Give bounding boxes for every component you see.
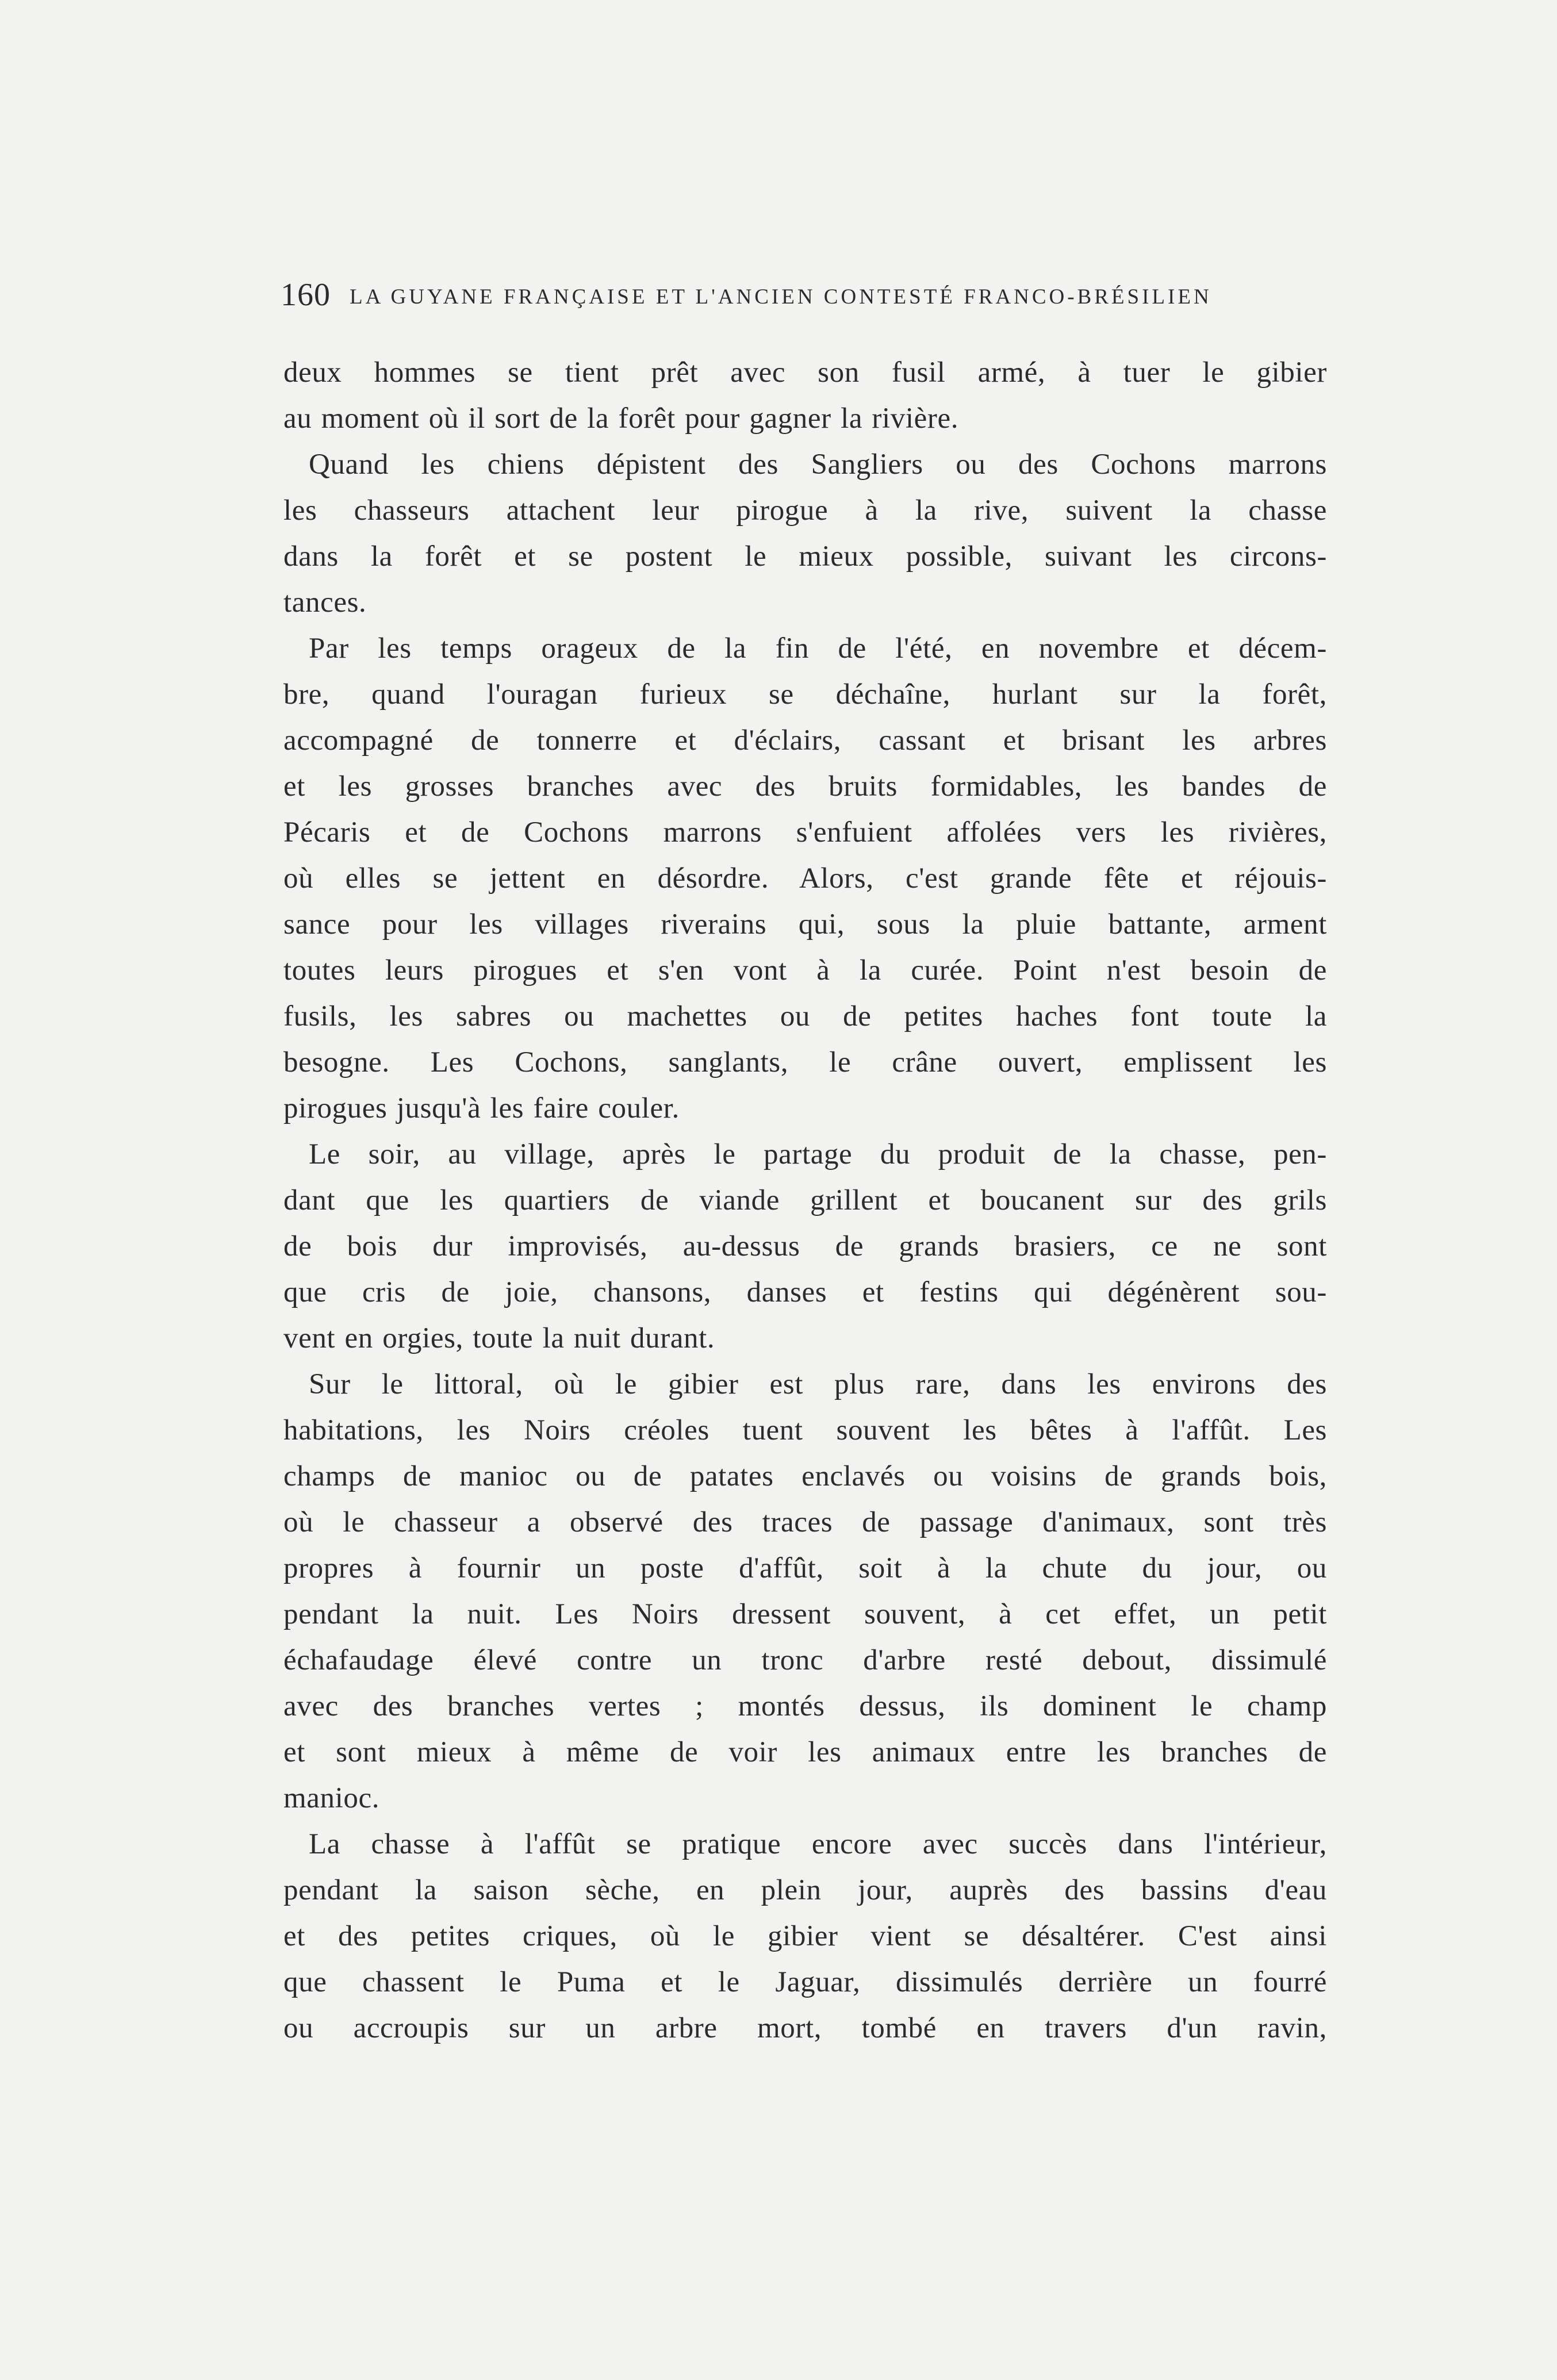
paragraph-first-line: Par les temps orageux de la fin de l'été, en novembre et décem- (309, 632, 1327, 665)
text-line: besogne. Les Cochons, sanglants, le crâne ouvert, emplissent les (283, 1046, 1327, 1078)
text-line: que cris de joie, chansons, danses et festins qui dégénèrent sou- (283, 1276, 1327, 1308)
text-line: pendant la saison sèche, en plein jour, auprès des bassins d'eau (283, 1874, 1327, 1906)
page-number: 160 (281, 277, 331, 313)
text-line: les chasseurs attachent leur pirogue à la rive, suivent la chasse (283, 494, 1327, 527)
text-line: toutes leurs pirogues et s'en vont à la curée. Point n'est besoin de (283, 954, 1327, 986)
text-line: échafaudage élevé contre un tronc d'arbre resté debout, dissimulé (283, 1644, 1327, 1676)
text-line: et sont mieux à même de voir les animaux entre les branches de (283, 1736, 1327, 1768)
text-line: dans la forêt et se postent le mieux possible, suivant les circons- (283, 540, 1327, 573)
text-line: propres à fournir un poste d'affût, soit à la chute du jour, ou (283, 1552, 1327, 1584)
text-line: Pécaris et de Cochons marrons s'enfuient affolées vers les rivières, (283, 816, 1327, 849)
paragraph-first-line: Le soir, au village, après le partage du produit de la chasse, pen- (309, 1138, 1327, 1170)
text-line: habitations, les Noirs créoles tuent souvent les bêtes à l'affût. Les (283, 1414, 1327, 1446)
text-line: avec des branches vertes ; montés dessus, ils dominent le champ (283, 1690, 1327, 1722)
text-line: sance pour les villages riverains qui, sous la pluie battante, arment (283, 908, 1327, 941)
body-text (283, 350, 1327, 2051)
text-line: au moment où il sort de la forêt pour gagner la rivière. (283, 402, 959, 435)
text-line: pirogues jusqu'à les faire couler. (283, 1092, 680, 1124)
text-line: bre, quand l'ouragan furieux se déchaîne, hurlant sur la forêt, (283, 678, 1327, 711)
running-head (281, 275, 1265, 315)
text-line: accompagné de tonnerre et d'éclairs, cassant et brisant les arbres (283, 724, 1327, 757)
running-title: LA GUYANE FRANÇAISE ET L'ANCIEN CONTESTÉ FRANCO-BRÉSILIEN (350, 285, 1212, 309)
text-line: pendant la nuit. Les Noirs dressent souvent, à cet effet, un petit (283, 1598, 1327, 1630)
paragraph-first-line: Quand les chiens dépistent des Sangliers ou des Cochons marrons (309, 448, 1327, 481)
paragraph-first-line: Sur le littoral, où le gibier est plus rare, dans les environs des (309, 1368, 1327, 1400)
text-line: deux hommes se tient prêt avec son fusil armé, à tuer le gibier (283, 356, 1327, 389)
text-line: dant que les quartiers de viande grillent et boucanent sur des grils (283, 1184, 1327, 1216)
text-line: et les grosses branches avec des bruits formidables, les bandes de (283, 770, 1327, 803)
text-line: manioc. (283, 1782, 380, 1814)
text-line: vent en orgies, toute la nuit durant. (283, 1322, 715, 1354)
text-line: fusils, les sabres ou machettes ou de petites haches font toute la (283, 1000, 1327, 1032)
text-line: de bois dur improvisés, au-dessus de grands brasiers, ce ne sont (283, 1230, 1327, 1262)
text-line: que chassent le Puma et le Jaguar, dissimulés derrière un fourré (283, 1966, 1327, 1998)
text-line: ou accroupis sur un arbre mort, tombé en travers d'un ravin, (283, 2012, 1327, 2044)
text-line: champs de manioc ou de patates enclavés ou voisins de grands bois, (283, 1460, 1327, 1492)
text-line: tances. (283, 586, 367, 619)
text-line: où elles se jettent en désordre. Alors, c'est grande fête et réjouis- (283, 862, 1327, 895)
text-line: et des petites criques, où le gibier vient se désaltérer. C'est ainsi (283, 1920, 1327, 1952)
text-line: où le chasseur a observé des traces de passage d'animaux, sont très (283, 1506, 1327, 1538)
paragraph-first-line: La chasse à l'affût se pratique encore avec succès dans l'intérieur, (309, 1828, 1327, 1860)
